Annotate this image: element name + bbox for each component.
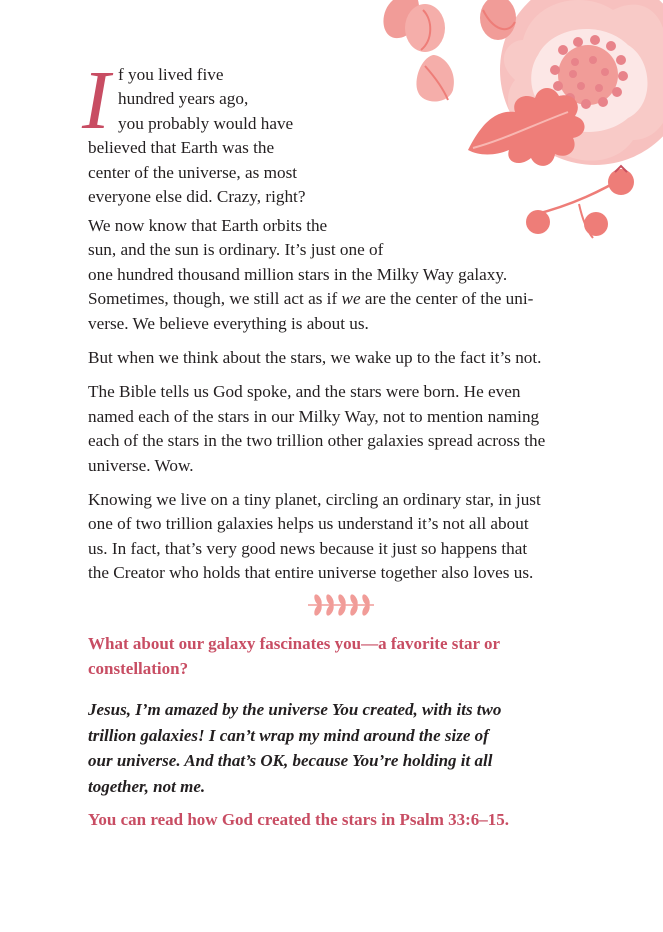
- body-text: [88, 214, 593, 596]
- text-line: named each of the stars in our Milky Way, not to mention naming: [88, 406, 540, 426]
- text-line: The Bible tells us God spoke, and the stars were born. He even: [88, 382, 521, 402]
- text-line: center of the universe, as most: [88, 162, 298, 182]
- text-line: hundred years ago,: [118, 89, 249, 109]
- text-line: Knowing we live on a tiny planet, circling an ordinary star, in just: [88, 490, 541, 510]
- text-line: the Creator who holds that entire universe together also loves us.: [88, 563, 534, 583]
- drop-cap: I: [82, 54, 110, 147]
- text-line: But when we think about the stars, we wake up to the fact it’s not.: [88, 348, 542, 368]
- text-line: constellation?: [88, 658, 189, 678]
- text-line: you probably would have: [118, 113, 294, 133]
- text-line: one of two trillion galaxies helps us understand it’s not all about: [88, 514, 529, 534]
- paragraph: [88, 488, 593, 586]
- leaf-sprig-divider-icon: [304, 592, 378, 618]
- text-line: each of the stars in the two trillion other galaxies spread across the: [88, 431, 546, 451]
- reflection-question: [88, 632, 593, 681]
- text-line: us. In fact, that’s very good news because it just so happens that: [88, 538, 528, 558]
- paragraph: [88, 380, 593, 478]
- text-line: one hundred thousand million stars in the Milky Way galaxy.: [88, 264, 508, 284]
- text-line: Jesus, I’m amazed by the universe You created, with its two: [88, 700, 502, 719]
- text-line: universe. Wow.: [88, 455, 194, 475]
- text-line: You can read how God created the stars in Psalm 33:6–15.: [88, 810, 510, 829]
- prayer-text: [88, 697, 593, 799]
- text-line: verse. We believe everything is about us.: [88, 313, 369, 333]
- text-line: We now know that Earth orbits the: [88, 216, 328, 235]
- text-line: [88, 287, 593, 311]
- text-run: Sometimes, though, we still act as if: [88, 289, 342, 309]
- bud-icon: [383, 0, 445, 52]
- text-line: together, not me.: [88, 776, 206, 796]
- text-line: f you lived five: [118, 65, 224, 84]
- text-run: are the center of the uni-: [360, 289, 534, 309]
- paragraph: [88, 346, 593, 370]
- paragraph: [88, 214, 593, 336]
- text-line: our universe. And that’s OK, because You’re holding it all: [88, 751, 493, 770]
- text-line: believed that Earth was the: [88, 138, 275, 158]
- text-line: sun, and the sun is ordinary. It’s just one of: [88, 240, 384, 260]
- scripture-reference: [88, 808, 593, 832]
- text-line: What about our galaxy fascinates you—a favorite star or: [88, 634, 501, 653]
- text-line: everyone else did. Crazy, right?: [88, 187, 306, 207]
- emphasis-text: we: [341, 289, 361, 309]
- text-line: trillion galaxies! I can’t wrap my mind around the size of: [88, 725, 489, 745]
- opening-paragraph: [82, 54, 593, 209]
